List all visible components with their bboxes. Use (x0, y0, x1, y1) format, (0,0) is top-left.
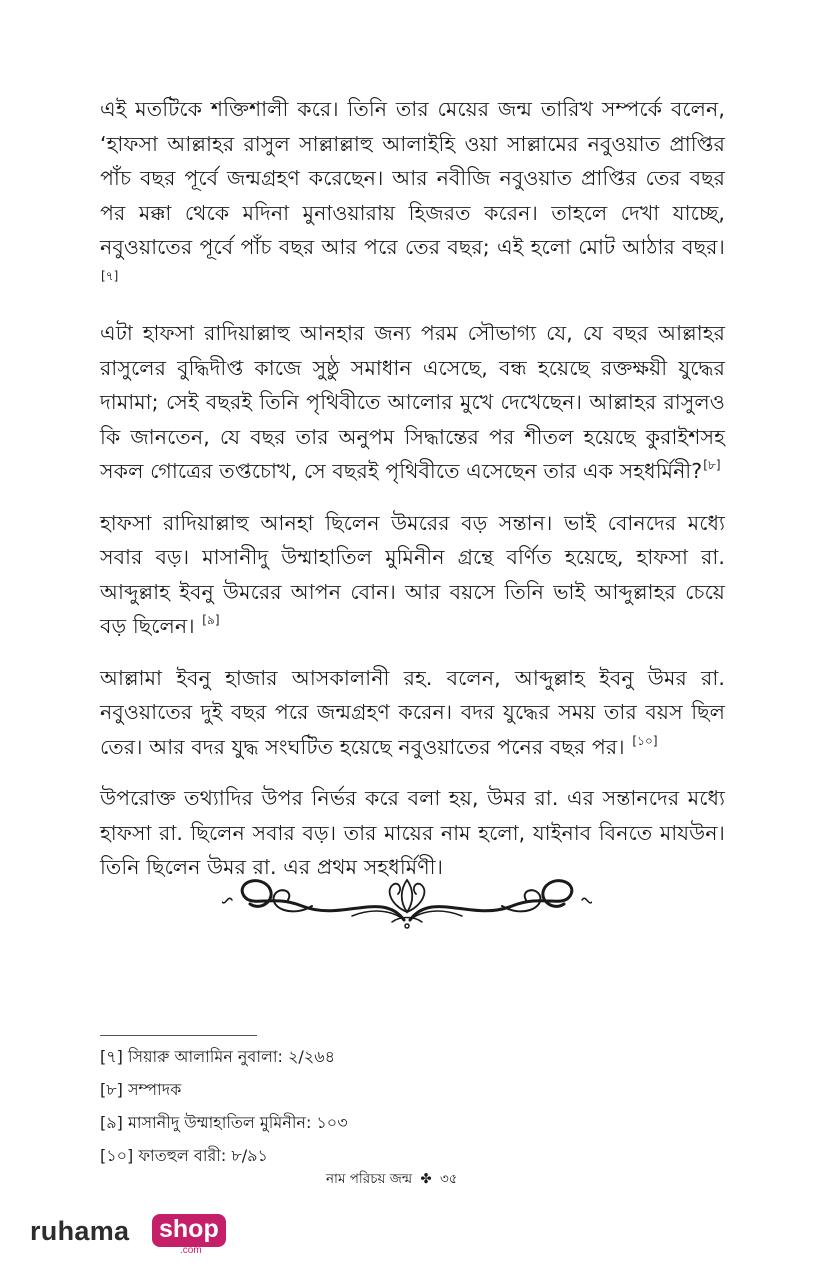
paragraph: এটা হাফসা রাদিয়াল্লাহু আনহার জন্য পরম সৌভাগ্য যে, যে বছর আল্লাহর রাসুলের বুদ্ধিদীপ্ত কাজে সুষ্ঠু সমাধান এসেছে, বন্ধ হয়েছে রক্তক্ষয়ী যুদ্ধের দামামা; সেই বছরই তিনি পৃথিবীতে আলোর মুখে দেখেছেন। আল্লাহর রাসুলও কি জানতেন, যে বছর তার অনুপম সিদ্ধান্তের পর শীতল হয়েছে কুরাইশসহ সকল গোত্রের তপ্তচোখ, সে বছরই পৃথিবীতে এসেছেন তার এক সহধর্মিনী?[৮] (100, 321, 725, 483)
footnote-ref[interactable]: [৮] (703, 458, 721, 472)
footnote-item: [১০] ফাতহুল বারী: ৮/৯১ (100, 1146, 268, 1165)
page-number: ৩৫ (439, 1171, 458, 1187)
page-footer (326, 1168, 458, 1191)
running-title: নাম পরিচয় জন্ম (326, 1171, 413, 1187)
flourish-ornament-icon (222, 860, 592, 936)
paragraph: হাফসা রাদিয়াল্লাহু আনহা ছিলেন উমরের বড় সন্তান। ভাই বোনদের মধ্যে সবার বড়। মাসানীদু উম্মাহাতিল মুমিনীন গ্রন্থে বর্ণিত হয়েছে, হাফসা রা. আব্দুল্লাহ ইবনু উমরের আপন বোন। আর বয়সে তিনি ভাই আব্দুল্লাহর চেয়ে বড় ছিলেন। [৯] (100, 510, 725, 638)
logo-domain: .com (180, 1245, 202, 1256)
footnote-ref[interactable]: [৯] (202, 613, 220, 627)
paragraph: এই মতটিকে শক্তিশালী করে। তিনি তার মেয়ের জন্ম তারিখ সম্পর্কে বলেন, ‘হাফসা আল্লাহর রাসুল সাল্লাল্লাহু আলাইহি ওয়া সাল্লামের নবুওয়াত প্রাপ্তির পাঁচ বছর পূর্বে জন্মগ্রহণ করেছেন। আর নবীজি নবুওয়াত প্রাপ্তির তের বছর পর মক্কা থেকে মদিনা মুনাওয়ারায় হিজরত করেন। তাহলে দেখা যাচ্ছে, নবুওয়াতের পূর্বে পাঁচ বছর আর পরে তের বছর; এই হলো মোট আঠার বছর।[৭] (100, 97, 725, 283)
logo-brand-right: shop (152, 1214, 226, 1247)
footnote-item: [৭] সিয়ারু আলামিন নুবালা: ২/২৬৪ (100, 1047, 335, 1066)
footnotes (100, 1040, 725, 1172)
separator-icon: ✤ (420, 1171, 432, 1187)
footnote-item: [৮] সম্পাদক (100, 1080, 182, 1099)
footnote-ref[interactable]: [৭] (101, 268, 119, 283)
logo-brand-left: ruhama (30, 1216, 130, 1246)
body-text (100, 92, 725, 902)
footnote-divider (100, 1035, 257, 1036)
paragraph: আল্লামা ইবনু হাজার আসকালানী রহ. বলেন, আব্দুল্লাহ ইবনু উমর রা. নবুওয়াতের দুই বছর পরে জন্মগ্রহণ করেন। বদর যুদ্ধের সময় তার বয়স ছিল তের। আর বদর যুদ্ধ সংঘটিত হয়েছে নবুওয়াতের পনের বছর পর। [১০] (100, 665, 725, 759)
footnote-ref[interactable]: [১০] (632, 733, 658, 748)
paragraph: উপরোক্ত তথ্যাদির উপর নির্ভর করে বলা হয়, উমর রা. এর সন্তানদের মধ্যে হাফসা রা. ছিলেন সবার বড়। তার মায়ের নাম হলো, যাইনাব বিনতে মাযউন। তিনি ছিলেন উমর রা. এর প্রথম সহধর্মিণী। (100, 786, 725, 879)
footnote-item: [৯] মাসানীদু উম্মাহাতিল মুমিনীন: ১০৩ (100, 1113, 348, 1132)
